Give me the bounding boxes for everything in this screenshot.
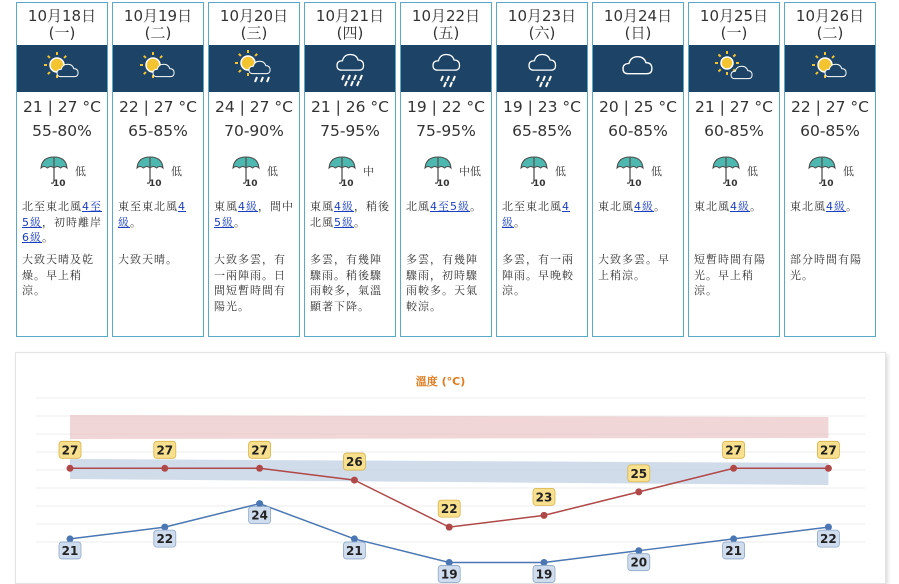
forecast-card-day-8 — [688, 2, 780, 337]
wind-text: 。 — [354, 215, 366, 229]
forecast-weekday: (一) — [720, 24, 748, 42]
forecast-date: 10月25日 — [699, 7, 769, 25]
psr-indicator — [231, 155, 291, 187]
min-temp-label: 24 — [251, 508, 268, 523]
wind-force-link[interactable]: 4級 — [502, 200, 570, 229]
min-temp-label: 22 — [820, 532, 837, 547]
max-temp-label: 27 — [251, 443, 268, 458]
forecast-weekday: (二) — [144, 24, 172, 42]
psr-indicator — [423, 155, 483, 187]
wind-force-link[interactable]: 4級 — [334, 200, 354, 213]
weather-icon-band — [593, 45, 683, 92]
min-temp-label: 22 — [156, 532, 174, 547]
min-temp-point — [161, 524, 168, 531]
max-temp-label: 27 — [61, 443, 79, 458]
forecast-weekday: (日) — [624, 24, 652, 42]
max-temp-point — [256, 465, 263, 472]
weather-icon-band — [785, 45, 875, 92]
max-temp-point — [825, 465, 832, 472]
relative-humidity: 60-85% — [800, 122, 860, 140]
wind-force-link[interactable]: 5級 — [334, 215, 354, 229]
psr-indicator — [807, 155, 867, 187]
weather-icon-band — [497, 45, 587, 92]
temperature-range: 21 | 27 °C — [22, 98, 102, 116]
max-temp-point — [161, 465, 168, 472]
wind-forecast — [310, 199, 392, 230]
forecast-date: 10月20日 — [219, 7, 289, 25]
temperature-range: 21 | 27 °C — [694, 98, 774, 116]
psr-level: 低 — [267, 165, 278, 178]
relative-humidity: 65-85% — [512, 122, 572, 140]
forecast-weekday: (一) — [48, 24, 76, 42]
wind-force-link[interactable]: 5級 — [214, 215, 234, 229]
umbrella-icon — [711, 172, 745, 191]
svg-text:10: 10 — [245, 179, 258, 187]
weather-icon-band — [17, 45, 107, 92]
min-temp-point — [67, 535, 74, 542]
weather-icon-band — [209, 45, 299, 92]
relative-humidity: 65-85% — [128, 122, 188, 140]
forecast-card-day-5 — [400, 2, 492, 337]
chart-title: 溫度 (°C) — [415, 375, 466, 388]
svg-text:10: 10 — [725, 179, 738, 187]
weather-icon-band — [113, 45, 203, 92]
wind-text: 北至東北風 — [22, 200, 82, 213]
wind-force-link[interactable]: 4級 — [118, 200, 186, 229]
svg-text:10: 10 — [629, 179, 642, 187]
temperature-range: 21 | 26 °C — [310, 98, 390, 116]
umbrella-icon — [423, 172, 457, 191]
wind-text: 東北風 — [598, 200, 634, 213]
weather-description: 大致多雲，有一兩陣雨。日間短暫時間有陽光。 — [214, 253, 286, 313]
min-temp-label: 21 — [346, 543, 363, 558]
wind-forecast — [22, 199, 104, 246]
wind-text: 東風 — [214, 200, 238, 213]
wind-text: 。 — [654, 200, 666, 213]
relative-humidity: 75-95% — [416, 122, 476, 140]
max-temp-point — [541, 512, 548, 519]
temperature-range: 19 | 23 °C — [502, 98, 582, 116]
weather-description: 多雲，有幾陣驟雨。稍後驟雨較多，氣溫顯著下降。 — [310, 253, 382, 313]
wind-force-link[interactable]: 6級 — [22, 231, 42, 244]
umbrella-icon — [39, 172, 73, 191]
temperature-range: 22 | 27 °C — [118, 98, 198, 116]
psr-indicator — [711, 155, 771, 187]
wind-text: 東北風 — [694, 200, 730, 213]
max-temp-point — [351, 477, 358, 484]
max-temp-point — [446, 524, 453, 531]
weather-icon-band — [689, 45, 779, 92]
forecast-card-day-6 — [496, 2, 588, 337]
psr-level: 中 — [363, 165, 374, 178]
svg-text:10: 10 — [437, 179, 450, 187]
min-temp-point — [541, 559, 548, 566]
wind-text: 。 — [514, 215, 526, 229]
psr-level: 低 — [171, 165, 182, 178]
svg-text:10: 10 — [533, 179, 546, 187]
psr-indicator — [327, 155, 387, 187]
svg-text:10: 10 — [53, 179, 66, 187]
relative-humidity: 75-95% — [320, 122, 380, 140]
temperature-range: 22 | 27 °C — [790, 98, 870, 116]
forecast-weekday: (四) — [336, 24, 364, 42]
forecast-weekday: (二) — [816, 24, 844, 42]
wind-text: ，稍後北風 — [310, 200, 390, 229]
forecast-date: 10月24日 — [603, 7, 673, 25]
wind-force-link[interactable]: 4級 — [826, 200, 846, 213]
weather-icon-band — [305, 45, 395, 92]
min-temp-label: 20 — [630, 555, 648, 570]
max-temp-label: 27 — [725, 443, 742, 458]
temperature-chart — [15, 352, 886, 584]
relative-humidity: 70-90% — [224, 122, 284, 140]
umbrella-icon — [135, 172, 169, 191]
weather-description: 短暫時間有陽光。早上稍涼。 — [694, 253, 766, 297]
forecast-date: 10月21日 — [315, 7, 385, 25]
max-temp-label: 26 — [346, 455, 363, 470]
min-temp-point — [256, 500, 263, 507]
min-temp-point — [351, 535, 358, 542]
min-temp-point — [825, 524, 832, 531]
min-temp-label: 21 — [61, 543, 79, 558]
wind-forecast — [598, 199, 680, 215]
max-temp-point — [635, 488, 642, 495]
min-temp-point — [730, 535, 737, 542]
wind-text: ，間中 — [258, 200, 294, 213]
psr-indicator — [519, 155, 579, 187]
weather-description: 大致多雲。早上稍涼。 — [598, 253, 670, 282]
min-temp-point — [446, 559, 453, 566]
wind-text: 。 — [42, 231, 54, 244]
max-temp-label: 27 — [156, 443, 174, 458]
min-temp-label: 19 — [440, 567, 458, 582]
psr-level: 低 — [843, 165, 854, 178]
umbrella-icon — [615, 172, 649, 191]
max-temp-label: 25 — [630, 466, 648, 481]
max-temp-point — [67, 465, 74, 472]
wind-text: 東至東北風 — [118, 200, 178, 213]
forecast-weekday: (五) — [432, 24, 460, 42]
max-temp-label: 27 — [820, 443, 837, 458]
forecast-card-day-1 — [16, 2, 108, 337]
weather-description: 部分時間有陽光。 — [790, 253, 862, 282]
relative-humidity: 60-85% — [704, 122, 764, 140]
max-temp-point — [730, 465, 737, 472]
temperature-chart-svg — [16, 353, 885, 583]
weather-description: 多雲，有幾陣驟雨，初時驟雨較多。天氣較涼。 — [406, 253, 478, 313]
umbrella-icon — [519, 172, 553, 191]
wind-forecast — [694, 199, 776, 215]
psr-level: 低 — [555, 165, 566, 178]
forecast-weekday: (六) — [528, 24, 556, 42]
psr-level: 中低 — [459, 165, 481, 178]
max-temp-normal-band — [70, 415, 828, 439]
weather-description: 大致天晴。 — [118, 253, 178, 266]
forecast-card-day-9 — [784, 2, 876, 337]
umbrella-icon — [231, 172, 265, 191]
psr-indicator — [615, 155, 675, 187]
forecast-date: 10月18日 — [27, 7, 97, 25]
wind-text: 。 — [846, 200, 858, 213]
forecast-date: 10月19日 — [123, 7, 193, 25]
svg-text:10: 10 — [149, 179, 162, 187]
wind-text: 東風 — [310, 200, 334, 213]
forecast-card-day-7 — [592, 2, 684, 337]
weather-description: 大致天晴及乾燥。早上稍涼。 — [22, 253, 94, 297]
wind-forecast — [502, 199, 584, 230]
wind-text: 東北風 — [790, 200, 826, 213]
min-temp-label: 21 — [725, 543, 742, 558]
forecast-card-day-4 — [304, 2, 396, 337]
max-temp-label: 22 — [440, 502, 458, 517]
wind-text: 。 — [470, 200, 482, 213]
temperature-range: 20 | 25 °C — [598, 98, 678, 116]
forecast-weekday: (三) — [240, 24, 268, 42]
wind-forecast — [214, 199, 296, 230]
psr-indicator — [135, 155, 195, 187]
wind-text: ，初時離岸 — [42, 215, 102, 229]
svg-text:10: 10 — [821, 179, 834, 187]
relative-humidity: 60-85% — [608, 122, 668, 140]
forecast-date: 10月22日 — [411, 7, 481, 25]
wind-text: 。 — [234, 215, 246, 229]
psr-level: 低 — [75, 165, 86, 178]
wind-text: 。 — [130, 215, 142, 229]
wind-forecast — [118, 199, 200, 230]
min-temp-normal-band — [70, 459, 828, 485]
min-temp-label: 19 — [535, 567, 553, 582]
svg-text:10: 10 — [341, 179, 354, 187]
wind-force-link[interactable]: 4級 — [730, 200, 750, 213]
wind-forecast — [790, 199, 872, 215]
wind-force-link[interactable]: 4級 — [634, 200, 654, 213]
temperature-range: 24 | 27 °C — [214, 98, 294, 116]
weather-description: 多雲，有一兩陣雨。早晚較涼。 — [502, 253, 574, 297]
forecast-date: 10月23日 — [507, 7, 577, 25]
wind-text: 北至東北風 — [502, 200, 562, 213]
temperature-range: 19 | 22 °C — [406, 98, 486, 116]
psr-level: 低 — [651, 165, 662, 178]
weather-icon-band — [401, 45, 491, 92]
max-temp-label: 23 — [535, 490, 553, 505]
forecast-date: 10月26日 — [795, 7, 865, 25]
umbrella-icon — [807, 172, 841, 191]
wind-force-link[interactable]: 4級 — [238, 200, 258, 213]
umbrella-icon — [327, 172, 361, 191]
psr-level: 低 — [747, 165, 758, 178]
wind-text: 。 — [750, 200, 762, 213]
wind-forecast — [406, 199, 488, 215]
wind-force-link[interactable]: 4至5級 — [22, 200, 102, 229]
wind-force-link[interactable]: 4至5級 — [430, 200, 470, 213]
min-temp-point — [635, 547, 642, 554]
forecast-card-day-2 — [112, 2, 204, 337]
relative-humidity: 55-80% — [32, 122, 92, 140]
psr-indicator — [39, 155, 99, 187]
wind-text: 北風 — [406, 200, 430, 213]
forecast-card-day-3 — [208, 2, 300, 337]
